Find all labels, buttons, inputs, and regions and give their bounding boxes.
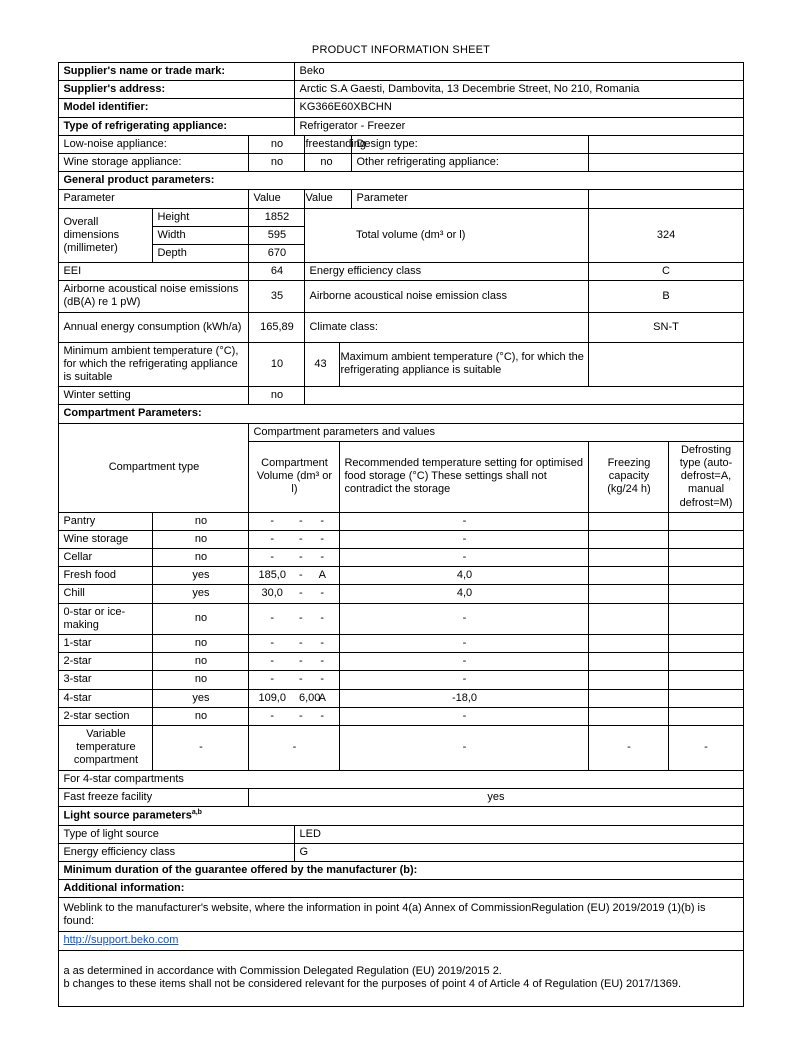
compartment-type: Wine storage (59, 530, 153, 548)
compartment-volume: - (249, 725, 340, 770)
compartment-volume: - (249, 671, 295, 689)
table-row-noise (59, 281, 743, 312)
table-row (59, 549, 743, 567)
compartment-defrost-header: Defrosting type (auto-defrost=A, manual defrost=M) (669, 441, 743, 512)
footnotes-cell (59, 950, 743, 1006)
energy-class-value: C (589, 263, 743, 281)
light-section-title-sup: a,b (191, 808, 202, 816)
appliance-type-value: Refrigerator - Freezer (295, 117, 743, 135)
compartment-present: no (153, 512, 249, 530)
design-type-label: Design type: (352, 135, 589, 153)
table-row (59, 725, 743, 770)
design-type-value: freestanding (305, 135, 352, 153)
total-volume-value: 324 (589, 208, 743, 263)
compartment-present: - (153, 725, 249, 770)
compartment-present: no (153, 530, 249, 548)
compartment-dash3: - (305, 707, 340, 725)
compartment-type: 2-star (59, 653, 153, 671)
compartment-temp: 4,0 (340, 567, 589, 585)
compartment-volume: - (249, 549, 295, 567)
table-row-height (59, 208, 743, 226)
compartment-freezing: - (589, 725, 669, 770)
compartment-type: 1-star (59, 635, 153, 653)
table-row-light-section (59, 806, 743, 825)
noise-class-label: Airborne acoustical noise emission class (305, 281, 589, 312)
compartment-type: 4-star (59, 689, 153, 707)
compartment-freezing (589, 512, 669, 530)
compartment-temp: 4,0 (340, 585, 589, 603)
noise-label: Airborne acoustical noise emissions (dB(A) re 1 pW) (59, 281, 249, 312)
compartment-dash2: - (295, 707, 305, 725)
compartment-dash3: - (305, 653, 340, 671)
compartment-dash3: - (305, 512, 340, 530)
noise-class-value: B (589, 281, 743, 312)
compartment-temp: - (340, 530, 589, 548)
table-row (59, 530, 743, 548)
weblink-description: Weblink to the manufacturer's website, where the information in point 4(a) Annex of CommissionRegulation (EU) 2019/2019 (1)(b) is found: (59, 898, 743, 932)
noise-value: 35 (249, 281, 305, 312)
table-row-weblink-url (59, 932, 743, 950)
compartment-freezing-header: Freezing capacity (kg/24 h) (589, 441, 669, 512)
compartment-freezing (589, 585, 669, 603)
compartment-dash3: - (305, 530, 340, 548)
compartment-dash2: - (295, 585, 305, 603)
min-ambient-temp-label: Minimum ambient temperature (°C), for which the refrigerating appliance is suitable (59, 342, 249, 387)
light-type-label: Type of light source (59, 825, 295, 843)
other-appliance-value: no (305, 153, 352, 171)
compartment-dash3: - (305, 603, 340, 634)
width-value: 595 (249, 226, 305, 244)
general-col-parameter: Parameter (59, 190, 249, 208)
model-identifier-value: KG366E60XBCHN (295, 99, 743, 117)
four-star-label: For 4-star compartments (59, 770, 743, 788)
height-value: 1852 (249, 208, 305, 226)
supplier-address-label: Supplier's address: (59, 81, 295, 99)
fast-freeze-value: yes (249, 788, 743, 806)
wine-storage-label: Wine storage appliance: (59, 153, 249, 171)
overall-dimensions-label: Overall dimensions (millimeter) (59, 208, 153, 263)
compartment-temp: - (340, 549, 589, 567)
compartment-type: 0-star or ice-making (59, 603, 153, 634)
compartment-volume: - (249, 512, 295, 530)
other-appliance-label: Other refrigerating appliance: (352, 153, 589, 171)
height-label: Height (153, 208, 249, 226)
compartment-dash2: - (295, 530, 305, 548)
compartment-freezing (589, 689, 669, 707)
table-row (59, 585, 743, 603)
compartment-group-header: Compartment parameters and values (249, 423, 743, 441)
compartment-present: yes (153, 585, 249, 603)
table-row-general-section (59, 172, 743, 190)
max-ambient-temp-label: Maximum ambient temperature (°C), for which the refrigerating appliance is suitable (340, 342, 589, 387)
table-row-supplier-name (59, 63, 743, 81)
compartment-temp: - (340, 725, 589, 770)
table-row-light-type (59, 825, 743, 843)
compartment-type: Variable temperature compartment (59, 725, 153, 770)
compartment-temp: - (340, 653, 589, 671)
winter-setting-value: no (249, 387, 305, 405)
dimensions-spacer (305, 208, 352, 263)
compartment-freezing (589, 530, 669, 548)
width-label: Width (153, 226, 249, 244)
climate-class-value: SN-T (589, 312, 743, 342)
table-row-wine-storage (59, 153, 743, 171)
max-ambient-temp-value-num: 43 (305, 342, 340, 387)
compartment-volume-header: Compartment Volume (dm³ or l) (249, 441, 340, 512)
eei-label: EEI (59, 263, 249, 281)
compartment-present: no (153, 671, 249, 689)
winter-setting-blank (305, 387, 743, 405)
table-row-four-star-header (59, 770, 743, 788)
compartment-temp: - (340, 671, 589, 689)
supplier-name-label: Supplier's name or trade mark: (59, 63, 295, 81)
compartment-dash2: - (295, 549, 305, 567)
table-row-weblink-text (59, 898, 743, 932)
table-row-model-identifier (59, 99, 743, 117)
compartment-volume: 30,0 (249, 585, 295, 603)
compartment-volume: - (249, 603, 295, 634)
table-row-appliance-type (59, 117, 743, 135)
wine-storage-value: no (249, 153, 305, 171)
compartment-freezing (589, 549, 669, 567)
compartment-present: no (153, 549, 249, 567)
compartment-type: Fresh food (59, 567, 153, 585)
model-identifier-label: Model identifier: (59, 99, 295, 117)
light-section-title-text: Light source parameters (63, 809, 192, 822)
compartment-temp: - (340, 512, 589, 530)
total-volume-label: Total volume (dm³ or l) (352, 208, 589, 263)
compartment-dash2: - (295, 603, 305, 634)
depth-value: 670 (249, 244, 305, 262)
table-row-ambient-temp (59, 342, 743, 387)
light-section-title (59, 806, 743, 825)
compartment-dash3: A (305, 567, 340, 585)
table-row-footnotes (59, 950, 743, 1006)
compartment-defrost (669, 635, 743, 653)
energy-consumption-label: Annual energy consumption (kWh/a) (59, 312, 249, 342)
compartment-dash2: 6,00 (295, 689, 305, 707)
compartment-present: no (153, 635, 249, 653)
compartment-dash2: - (295, 635, 305, 653)
supplier-name-value: Beko (295, 63, 743, 81)
compartment-volume: 109,0 (249, 689, 295, 707)
table-row (59, 671, 743, 689)
manufacturer-website-link[interactable]: http://support.beko.com (63, 934, 179, 947)
compartment-present: no (153, 707, 249, 725)
compartment-type: Cellar (59, 549, 153, 567)
compartment-type: Pantry (59, 512, 153, 530)
compartment-freezing (589, 707, 669, 725)
table-row-eei (59, 263, 743, 281)
eei-value: 64 (249, 263, 305, 281)
compartment-type: 2-star section (59, 707, 153, 725)
compartment-volume: - (249, 653, 295, 671)
compartment-dash3: - (305, 635, 340, 653)
compartment-dash3: A (305, 689, 340, 707)
product-info-table (58, 62, 743, 1007)
compartment-freezing (589, 671, 669, 689)
table-row-additional-section (59, 880, 743, 898)
compartment-defrost (669, 653, 743, 671)
table-row (59, 707, 743, 725)
low-noise-value: no (249, 135, 305, 153)
compartment-present: yes (153, 567, 249, 585)
compartment-temp: - (340, 635, 589, 653)
compartment-defrost (669, 585, 743, 603)
compartment-volume: - (249, 530, 295, 548)
table-row (59, 635, 743, 653)
table-row-fast-freeze (59, 788, 743, 806)
depth-label: Depth (153, 244, 249, 262)
compartment-volume: - (249, 635, 295, 653)
compartment-dash3: - (305, 671, 340, 689)
general-section-title: General product parameters: (59, 172, 743, 190)
compartment-freezing (589, 567, 669, 585)
table-row-low-noise (59, 135, 743, 153)
light-class-label: Energy efficiency class (59, 843, 295, 861)
compartment-freezing (589, 653, 669, 671)
general-col-parameter2: Parameter (352, 190, 589, 208)
winter-setting-label: Winter setting (59, 387, 249, 405)
guarantee-label: Minimum duration of the guarantee offered by the manufacturer (b): (59, 862, 743, 880)
compartment-temp: - (340, 707, 589, 725)
low-noise-label: Low-noise appliance: (59, 135, 249, 153)
compartment-defrost (669, 689, 743, 707)
compartment-defrost (669, 603, 743, 634)
compartment-temp: - (340, 603, 589, 634)
compartment-defrost (669, 549, 743, 567)
fast-freeze-label: Fast freeze facility (59, 788, 249, 806)
compartment-volume: 185,0 (249, 567, 295, 585)
general-col-value2: Value (305, 190, 352, 208)
min-ambient-temp-value: 10 (249, 342, 305, 387)
compartment-type: 3-star (59, 671, 153, 689)
table-row (59, 603, 743, 634)
table-row (59, 653, 743, 671)
compartment-temp-header: Recommended temperature setting for optimised food storage (°C) These settings shall not contradict the storage (340, 441, 589, 512)
compartment-section-title: Compartment Parameters: (59, 405, 743, 423)
general-col-value: Value (249, 190, 305, 208)
compartment-dash2: - (295, 671, 305, 689)
light-class-value: G (295, 843, 743, 861)
table-row-light-class (59, 843, 743, 861)
table-row-general-header (59, 190, 743, 208)
supplier-address-value: Arctic S.A Gaesti, Dambovita, 13 Decembrie Street, No 210, Romania (295, 81, 743, 99)
table-row (59, 689, 743, 707)
compartment-volume: - (249, 707, 295, 725)
compartment-freezing (589, 635, 669, 653)
additional-section-title: Additional information: (59, 880, 743, 898)
footnote-a: a as determined in accordance with Commission Delegated Regulation (EU) 2019/2015 2. (63, 964, 502, 977)
compartment-defrost (669, 707, 743, 725)
appliance-type-label: Type of refrigerating appliance: (59, 117, 295, 135)
weblink-url-cell[interactable] (59, 932, 743, 950)
page-title: PRODUCT INFORMATION SHEET (311, 44, 491, 56)
climate-class-label: Climate class: (305, 312, 589, 342)
design-type-blank (589, 135, 743, 153)
compartment-defrost (669, 567, 743, 585)
table-row-compartment-section (59, 405, 743, 423)
table-row-winter-setting (59, 387, 743, 405)
compartment-defrost (669, 530, 743, 548)
compartment-freezing (589, 603, 669, 634)
compartment-dash2: - (295, 653, 305, 671)
compartment-present: yes (153, 689, 249, 707)
table-row (59, 512, 743, 530)
compartment-defrost (669, 671, 743, 689)
table-row-energy (59, 312, 743, 342)
compartment-present: no (153, 653, 249, 671)
compartment-type: Chill (59, 585, 153, 603)
compartment-dash2: - (295, 512, 305, 530)
compartment-type-header: Compartment type (59, 423, 249, 512)
compartment-defrost (669, 512, 743, 530)
general-header-blank (589, 190, 743, 208)
light-type-value: LED (295, 825, 743, 843)
table-row-compartment-group-header (59, 423, 743, 441)
compartment-dash3: - (305, 585, 340, 603)
max-ambient-temp-value (589, 342, 743, 387)
energy-consumption-value: 165,89 (249, 312, 305, 342)
energy-class-label: Energy efficiency class (305, 263, 589, 281)
compartment-dash2: - (295, 567, 305, 585)
footnote-b: b changes to these items shall not be considered relevant for the purposes of point 4 of Article 4 of Regulation (EU) 2017/1369. (63, 978, 682, 991)
compartment-present: no (153, 603, 249, 634)
other-appliance-blank (589, 153, 743, 171)
table-row-supplier-address (59, 81, 743, 99)
table-row-guarantee (59, 862, 743, 880)
table-row (59, 567, 743, 585)
compartment-temp: -18,0 (340, 689, 589, 707)
compartment-dash3: - (305, 549, 340, 567)
compartment-defrost: - (669, 725, 743, 770)
